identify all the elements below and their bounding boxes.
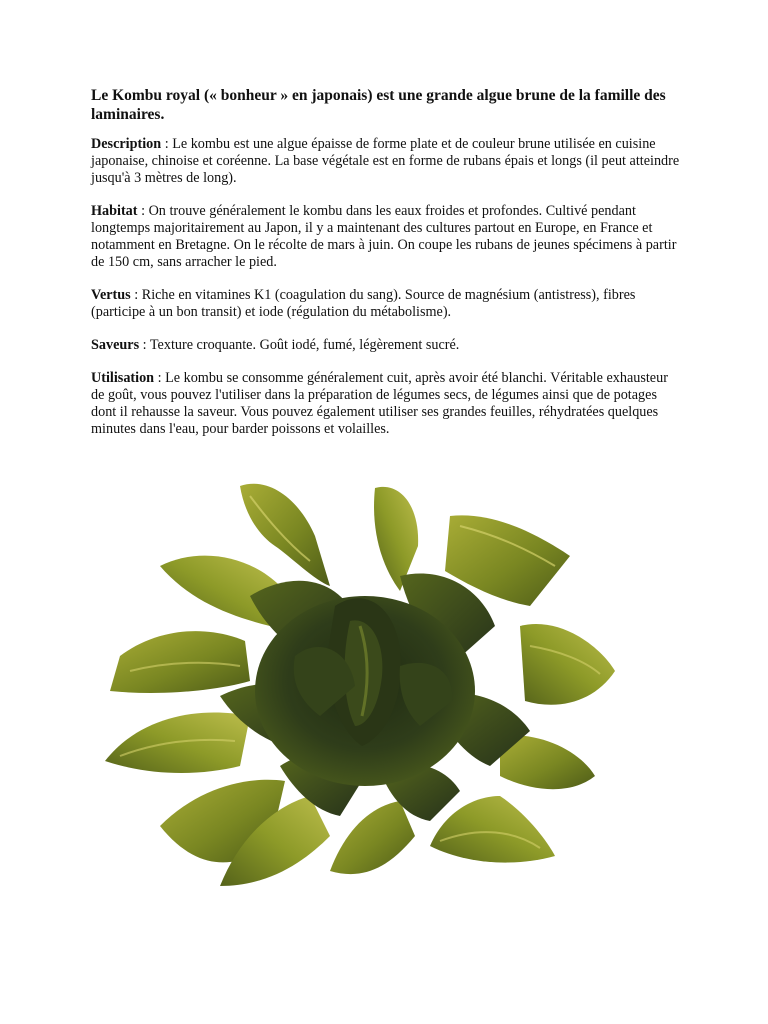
- section-separator: :: [130, 287, 142, 303]
- kombu-seaweed-photo: [100, 476, 620, 896]
- section-label: Vertus: [91, 287, 131, 303]
- document-title: Le Kombu royal (« bonheur » en japonais) est une grande algue brune de la famille des laminaires.: [91, 87, 666, 123]
- section-text: Le kombu est une algue épaisse de forme plate et de couleur brune utilisée en cuisine japonaise, chinoise et coréenne. La base végétale est en forme de rubans épais et longs (il peut atteindre jusqu'à 3 mètres de long).: [91, 136, 680, 186]
- section-separator: :: [137, 203, 149, 219]
- kombu-seaweed-icon: [100, 476, 620, 896]
- section-text: Riche en vitamines K1 (coagulation du sang). Source de magnésium (antistress), fibres (participe à un bon transit) et iode (régulation du métabolisme).: [91, 287, 636, 320]
- section-text: On trouve généralement le kombu dans les eaux froides et profondes. Cultivé pendant longtemps majoritairement au Japon, il y a maintenant des cultures partout en Europe, en France et notamment en Bretagne. On le récolte de mars à juin. On coupe les rubans de jeunes spécimens à partir de 150 cm, sans arracher le pied.: [91, 203, 677, 270]
- section-label: Habitat: [91, 203, 138, 219]
- section-label: Description: [91, 136, 162, 152]
- section-text: Le kombu se consomme généralement cuit, après avoir été blanchi. Véritable exhausteur de goût, vous pouvez l'utiliser dans la préparation de légumes secs, de légumes ainsi que de potages dont il rehausse la saveur. Vous pouvez également utiliser ses grandes feuilles, réhydratées quelques minutes dans l'eau, pour barder poissons et volailles.: [91, 370, 668, 437]
- section-vertus: [91, 287, 681, 321]
- section-utilisation: [91, 370, 681, 438]
- section-description: [91, 136, 681, 187]
- section-saveurs: [91, 337, 681, 354]
- section-habitat: [91, 203, 681, 271]
- section-separator: :: [154, 370, 166, 386]
- section-text: Texture croquante. Goût iodé, fumé, légèrement sucré.: [149, 337, 460, 353]
- section-separator: :: [139, 337, 150, 353]
- section-separator: :: [161, 136, 173, 152]
- document-page: [91, 86, 691, 454]
- section-label: Saveurs: [91, 337, 140, 353]
- section-label: Utilisation: [91, 370, 155, 386]
